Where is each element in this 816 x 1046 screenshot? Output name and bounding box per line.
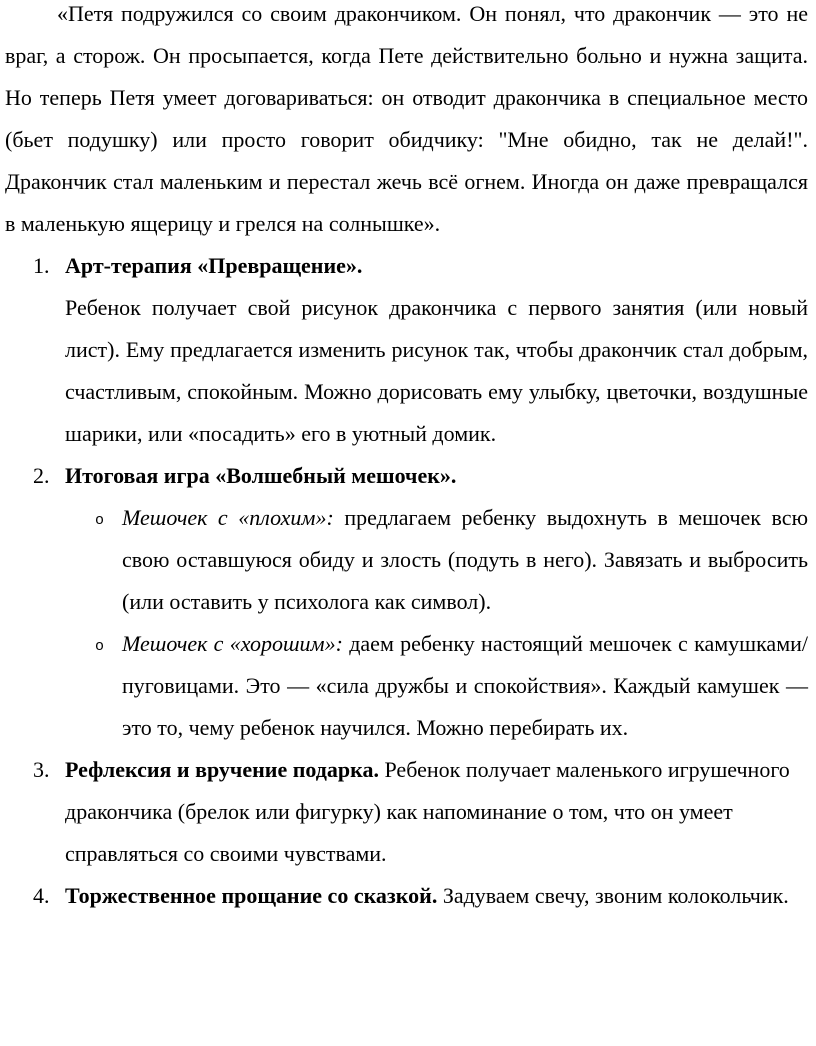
sub-bullet-text: предлагаем ребенку выдохнуть в мешочек всю свою оставшуюся обиду и злость (подуть в него). Завязать и выбросить (или оставить у психолога как символ). — [122, 505, 809, 614]
list-item-content — [65, 245, 808, 455]
list-item-body: Ребенок получает свой рисунок дракончика с первого занятия (или новый лист). Ему предлагается изменить рисунок так, чтобы дракончик стал добрым, счастливым, спокойным. Можно дорисовать ему улыбку, цветочки, воздушные шарики, или «посадить» его в уютный домик. — [65, 295, 808, 446]
sub-bullet-lead: Мешочек с «хорошим»: — [122, 631, 343, 656]
sub-bullet-marker: o — [95, 512, 105, 529]
list-item-farewell — [5, 875, 808, 917]
list-item-number: 4. — [33, 883, 50, 908]
sub-bullet-text: даем ребенку настоящий мешочек с камушками/пуговицами. Это — «сила дружбы и спокойствия». Каждый камушек — это то, чему ребенок научился. Можно перебирать их. — [122, 631, 808, 740]
sub-bullet-lead: Мешочек с «плохим»: — [122, 505, 334, 530]
list-item-art-therapy — [5, 245, 808, 455]
list-item-text: Задуваем свечу, звоним колокольчик. — [437, 883, 789, 908]
list-item-content — [65, 455, 808, 749]
list-item-number: 1. — [33, 253, 50, 278]
sub-bullet-paragraph — [122, 497, 808, 623]
list-item-heading: Арт-терапия «Превращение». — [65, 253, 363, 278]
sub-bullet-paragraph — [122, 623, 808, 749]
list-item-text: Ребенок получает маленького игрушечного дракончика (брелок или фигурку) как напоминание о том, что он умеет справляться со своими чувствами. — [65, 757, 790, 866]
list-item-content — [65, 875, 808, 917]
list-item-reflection — [5, 749, 808, 875]
list-item-number: 2. — [33, 463, 50, 488]
list-item-paragraph — [65, 749, 808, 875]
sub-bullet-item-bad-bag — [65, 497, 808, 623]
list-item-number: 3. — [33, 757, 50, 782]
sub-bullet-item-good-bag — [65, 623, 808, 749]
list-item-content — [65, 749, 808, 875]
numbered-list — [5, 245, 808, 917]
list-item-heading: Итоговая игра «Волшебный мешочек». — [65, 463, 457, 488]
list-item-heading: Рефлексия и вручение подарка. — [65, 757, 379, 782]
list-item-heading: Торжественное прощание со сказкой. — [65, 883, 438, 908]
list-item-final-game — [5, 455, 808, 749]
list-item-paragraph — [65, 875, 808, 917]
intro-paragraph: «Петя подружился со своим дракончиком. Он понял, что дракончик — это не враг, а сторож. Он просыпается, когда Пете действительно больно и нужна защита. Но теперь Петя умеет договариваться: он отводит дракончика в специальное место (бьет подушку) или просто говорит обидчику: "Мне обидно, так не делай!". Дракончик стал маленьким и перестал жечь всё огнем. Иногда он даже превращался в маленькую ящерицу и грелся на солнышке». — [5, 1, 808, 236]
sub-bullet-marker: o — [95, 638, 105, 655]
